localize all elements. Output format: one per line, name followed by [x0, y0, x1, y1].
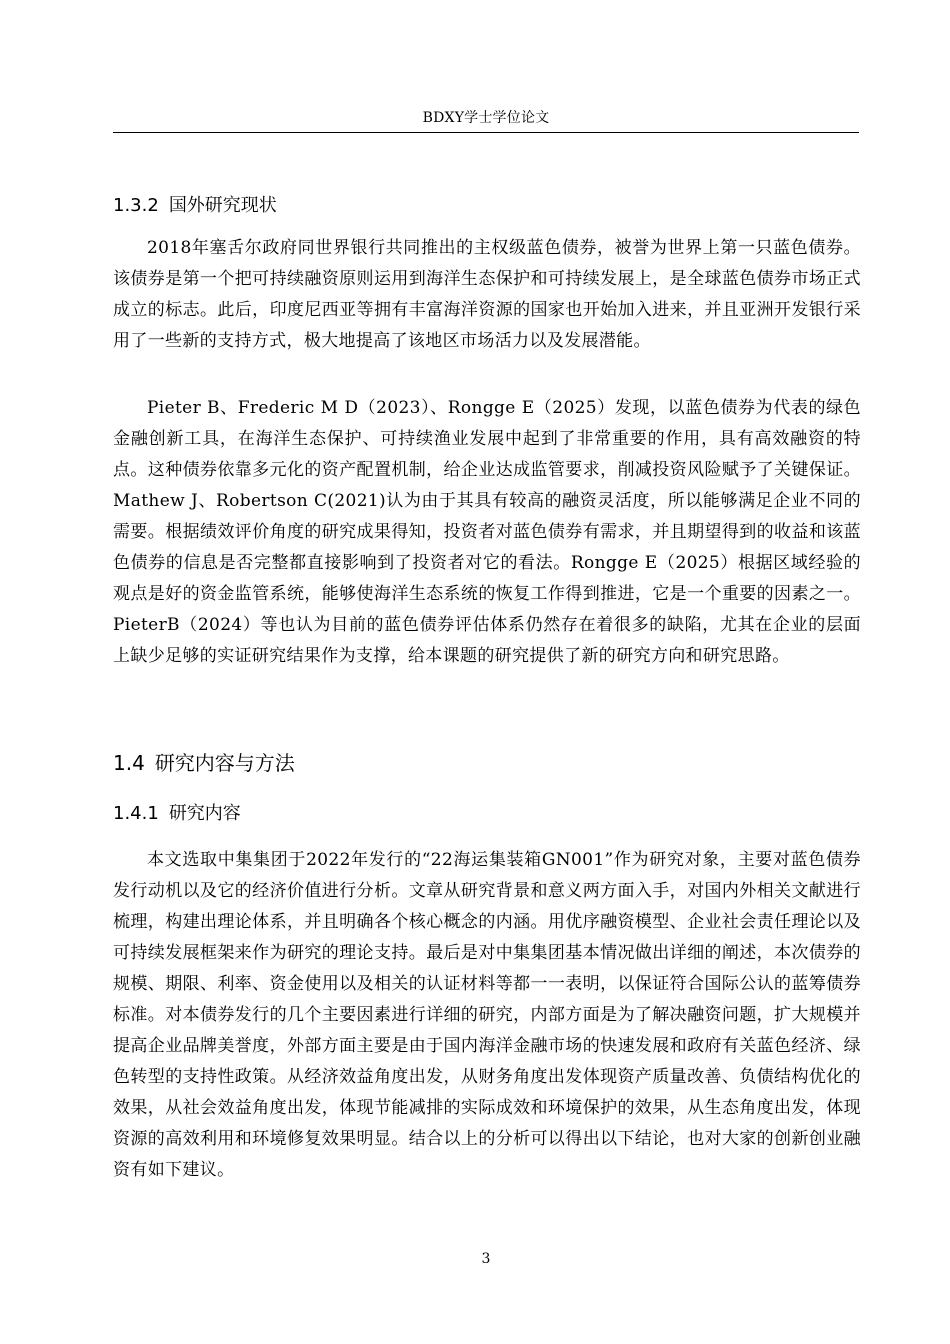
section-heading-1-3-2: [113, 193, 277, 219]
section-title: 研究内容: [168, 803, 241, 824]
header-rule: [113, 132, 859, 133]
section-title: 国外研究现状: [168, 195, 277, 216]
running-header: BDXY学士学位论文: [422, 110, 550, 126]
body-paragraph: 2018年塞舌尔政府同世界银行共同推出的主权级蓝色债券，被誉为世界上第一只蓝色债券。该债券是第一个把可持续融资原则运用到海洋生态保护和可持续发展上，是全球蓝色债券市场正式成立的标志。此后，印度尼西亚等拥有丰富海洋资源的国家也开始加入进来，并且亚洲开发银行采用了一些新的支持方式，极大地提高了该地区市场活力以及发展潜能。: [113, 238, 861, 351]
section-number: 1.4: [113, 751, 145, 775]
section-heading-1-4-1: [113, 801, 241, 827]
section-number: 1.3.2: [113, 195, 159, 216]
section-number: 1.4.1: [113, 803, 159, 824]
page-number: 3: [481, 1251, 491, 1267]
body-paragraph: 本文选取中集集团于2022年发行的“22海运集装箱GN001”作为研究对象，主要对蓝色债券发行动机以及它的经济价值进行分析。文章从研究背景和意义两方面入手，对国内外相关文献进行梳理，构建出理论体系，并且明确各个核心概念的内涵。用优序融资模型、企业社会责任理论以及可持续发展框架来作为研究的理论支持。最后是对中集集团基本情况做出详细的阐述，本次债券的规模、期限、利率、资金使用以及相关的认证材料等都一一表明，以保证符合国际公认的蓝筹债券标准。对本债券发行的几个主要因素进行详细的研究，内部方面是为了解决融资问题，扩大规模并提高企业品牌美誉度，外部方面主要是由于国内海洋金融市场的快速发展和政府有关蓝色经济、绿色转型的支持性政策。从经济效益角度出发，从财务角度出发体现资产质量改善、负债结构优化的效果，从社会效益角度出发，体现节能减排的实际成效和环境保护的效果，从生态角度出发，体现资源的高效利用和环境修复效果明显。结合以上的分析可以得出以下结论，也对大家的创新创业融资有如下建议。: [113, 850, 861, 1180]
section-heading-1-4: [113, 749, 295, 777]
section-title: 研究内容与方法: [154, 751, 295, 775]
body-paragraph: Pieter B、Frederic M D（2023）、Rongge E（2025）发现，以蓝色债券为代表的绿色金融创新工具，在海洋生态保护、可持续渔业发展中起到了非常重要的作用，具有高效融资的特点。这种债券依靠多元化的资产配置机制，给企业达成监管要求，削减投资风险赋予了关键保证。Mathew J、Robertson C(2021)认为由于其具有较高的融资灵活度，所以能够满足企业不同的需要。根据绩效评价角度的研究成果得知，投资者对蓝色债券有需求，并且期望得到的收益和该蓝色债券的信息是否完整都直接影响到了投资者对它的看法。Rongge E（2025）根据区域经验的观点是好的资金监管系统，能够使海洋生态系统的恢复工作得到推进，它是一个重要的因素之一。PieterB（2024）等也认为目前的蓝色债券评估体系仍然存在着很多的缺陷，尤其在企业的层面上缺少足够的实证研究结果作为支撑，给本课题的研究提供了新的研究方向和研究思路。: [113, 398, 861, 666]
